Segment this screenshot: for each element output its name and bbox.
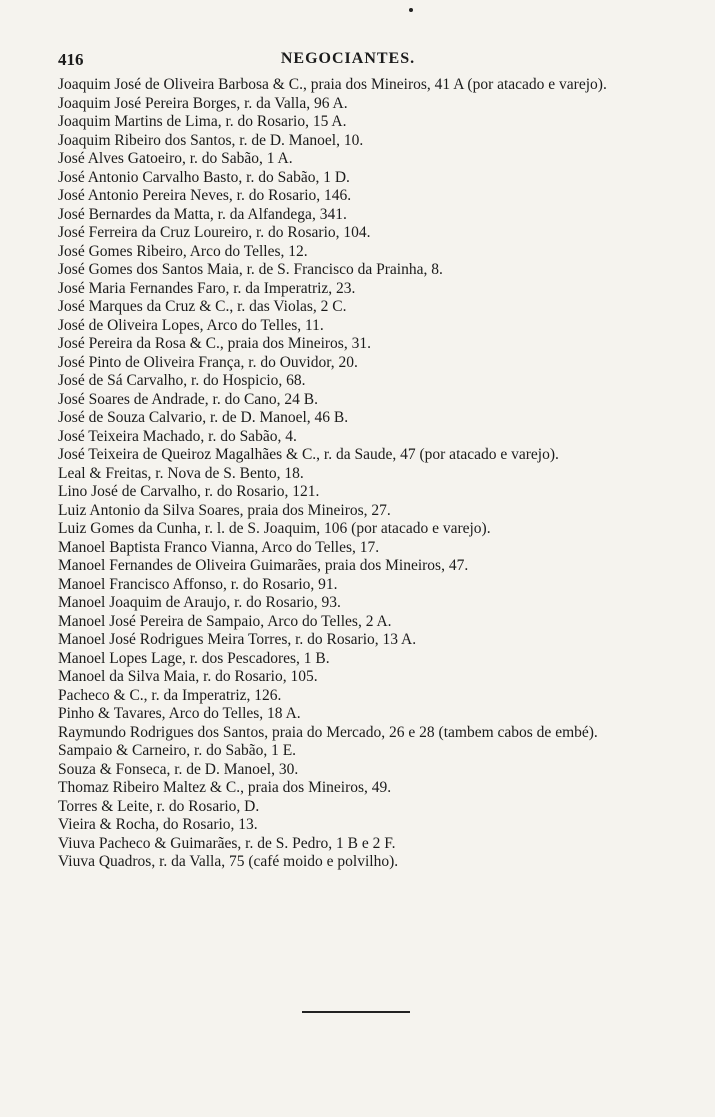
list-item: Manoel Fernandes de Oliveira Guimarães, praia dos Mineiros, 47.	[58, 557, 469, 574]
printer-mark	[409, 8, 413, 12]
list-item: Viuva Quadros, r. da Valla, 75 (café moido e polvilho).	[58, 853, 399, 870]
merchant-list	[58, 76, 636, 872]
list-item: Souza & Fonseca, r. de D. Manoel, 30.	[58, 760, 299, 778]
list-item: José de Oliveira Lopes, Arco do Telles, 11.	[58, 316, 324, 334]
list-item: Pacheco & C., r. da Imperatriz, 126.	[58, 686, 282, 704]
list-item: Joaquim Martins de Lima, r. do Rosario, 15 A.	[58, 113, 347, 130]
list-item: José Soares de Andrade, r. do Cano, 24 B.	[58, 390, 319, 408]
list-item: Manoel Baptista Franco Vianna, Arco do Telles, 17.	[58, 538, 380, 556]
list-item: José de Souza Calvario, r. de D. Manoel, 46 B.	[58, 409, 349, 426]
list-item: José Teixeira de Queiroz Magalhães & C., r. da Saude, 47 (por atacado e varejo).	[58, 446, 559, 463]
list-item: José Pereira da Rosa & C., praia dos Mineiros, 31.	[58, 335, 371, 352]
list-item: José Gomes Ribeiro, Arco do Telles, 12.	[58, 242, 308, 260]
list-item: Viuva Pacheco & Guimarães, r. de S. Pedro, 1 B e 2 F.	[58, 834, 396, 852]
list-item: Joaquim José Pereira Borges, r. da Valla, 96 A.	[58, 94, 348, 112]
list-item: José Alves Gatoeiro, r. do Sabão, 1 A.	[58, 150, 293, 167]
list-item: José Pinto de Oliveira França, r. do Ouvidor, 20.	[58, 353, 358, 371]
list-item: Sampaio & Carneiro, r. do Sabão, 1 E.	[58, 742, 297, 759]
list-item: Manoel Francisco Affonso, r. do Rosario, 91.	[58, 575, 338, 593]
list-item: Raymundo Rodrigues dos Santos, praia do Mercado, 26 e 28 (tambem cabos de embé).	[58, 723, 598, 741]
list-item: Manoel José Pereira de Sampaio, Arco do Telles, 2 A.	[58, 612, 392, 630]
list-item: José Teixeira Machado, r. do Sabão, 4.	[58, 427, 297, 445]
list-item: José Ferreira da Cruz Loureiro, r. do Rosario, 104.	[58, 224, 371, 241]
list-item: Manoel da Silva Maia, r. do Rosario, 105.	[58, 668, 318, 685]
list-item: Luiz Gomes da Cunha, r. l. de S. Joaquim, 106 (por atacado e varejo).	[58, 520, 491, 537]
list-item: Vieira & Rocha, do Rosario, 13.	[58, 816, 258, 833]
list-item: Thomaz Ribeiro Maltez & C., praia dos Mineiros, 49.	[58, 779, 392, 796]
list-item: José Maria Fernandes Faro, r. da Imperatriz, 23.	[58, 279, 356, 297]
list-item: José Antonio Pereira Neves, r. do Rosario, 146.	[58, 187, 352, 204]
list-item: Joaquim José de Oliveira Barbosa & C., praia dos Mineiros, 41 A (por atacado e varejo).	[58, 76, 607, 93]
list-item: José Antonio Carvalho Basto, r. do Sabão, 1 D.	[58, 168, 350, 186]
list-item: Manoel Joaquim de Araujo, r. do Rosario, 93.	[58, 594, 341, 611]
list-item: Torres & Leite, r. do Rosario, D.	[58, 797, 260, 815]
list-item: Manoel José Rodrigues Meira Torres, r. do Rosario, 13 A.	[58, 631, 417, 648]
list-item: Lino José de Carvalho, r. do Rosario, 121.	[58, 483, 320, 500]
list-item: José Gomes dos Santos Maia, r. de S. Francisco da Prainha, 8.	[58, 261, 443, 278]
list-item: José Marques da Cruz & C., r. das Violas, 2 C.	[58, 298, 347, 315]
list-item: Pinho & Tavares, Arco do Telles, 18 A.	[58, 705, 301, 722]
list-item: José Bernardes da Matta, r. da Alfandega, 341.	[58, 205, 347, 223]
page-number: 416	[58, 50, 84, 69]
end-rule	[302, 1011, 410, 1013]
list-item: Manoel Lopes Lage, r. dos Pescadores, 1 B.	[58, 649, 330, 667]
list-item: Joaquim Ribeiro dos Santos, r. de D. Manoel, 10.	[58, 131, 364, 149]
list-item: Luiz Antonio da Silva Soares, praia dos Mineiros, 27.	[58, 501, 391, 519]
running-title: NEGOCIANTES.	[280, 50, 416, 67]
list-item: José de Sá Carvalho, r. do Hospicio, 68.	[58, 372, 306, 389]
list-item: Leal & Freitas, r. Nova de S. Bento, 18.	[58, 464, 304, 482]
page-header	[58, 50, 638, 74]
